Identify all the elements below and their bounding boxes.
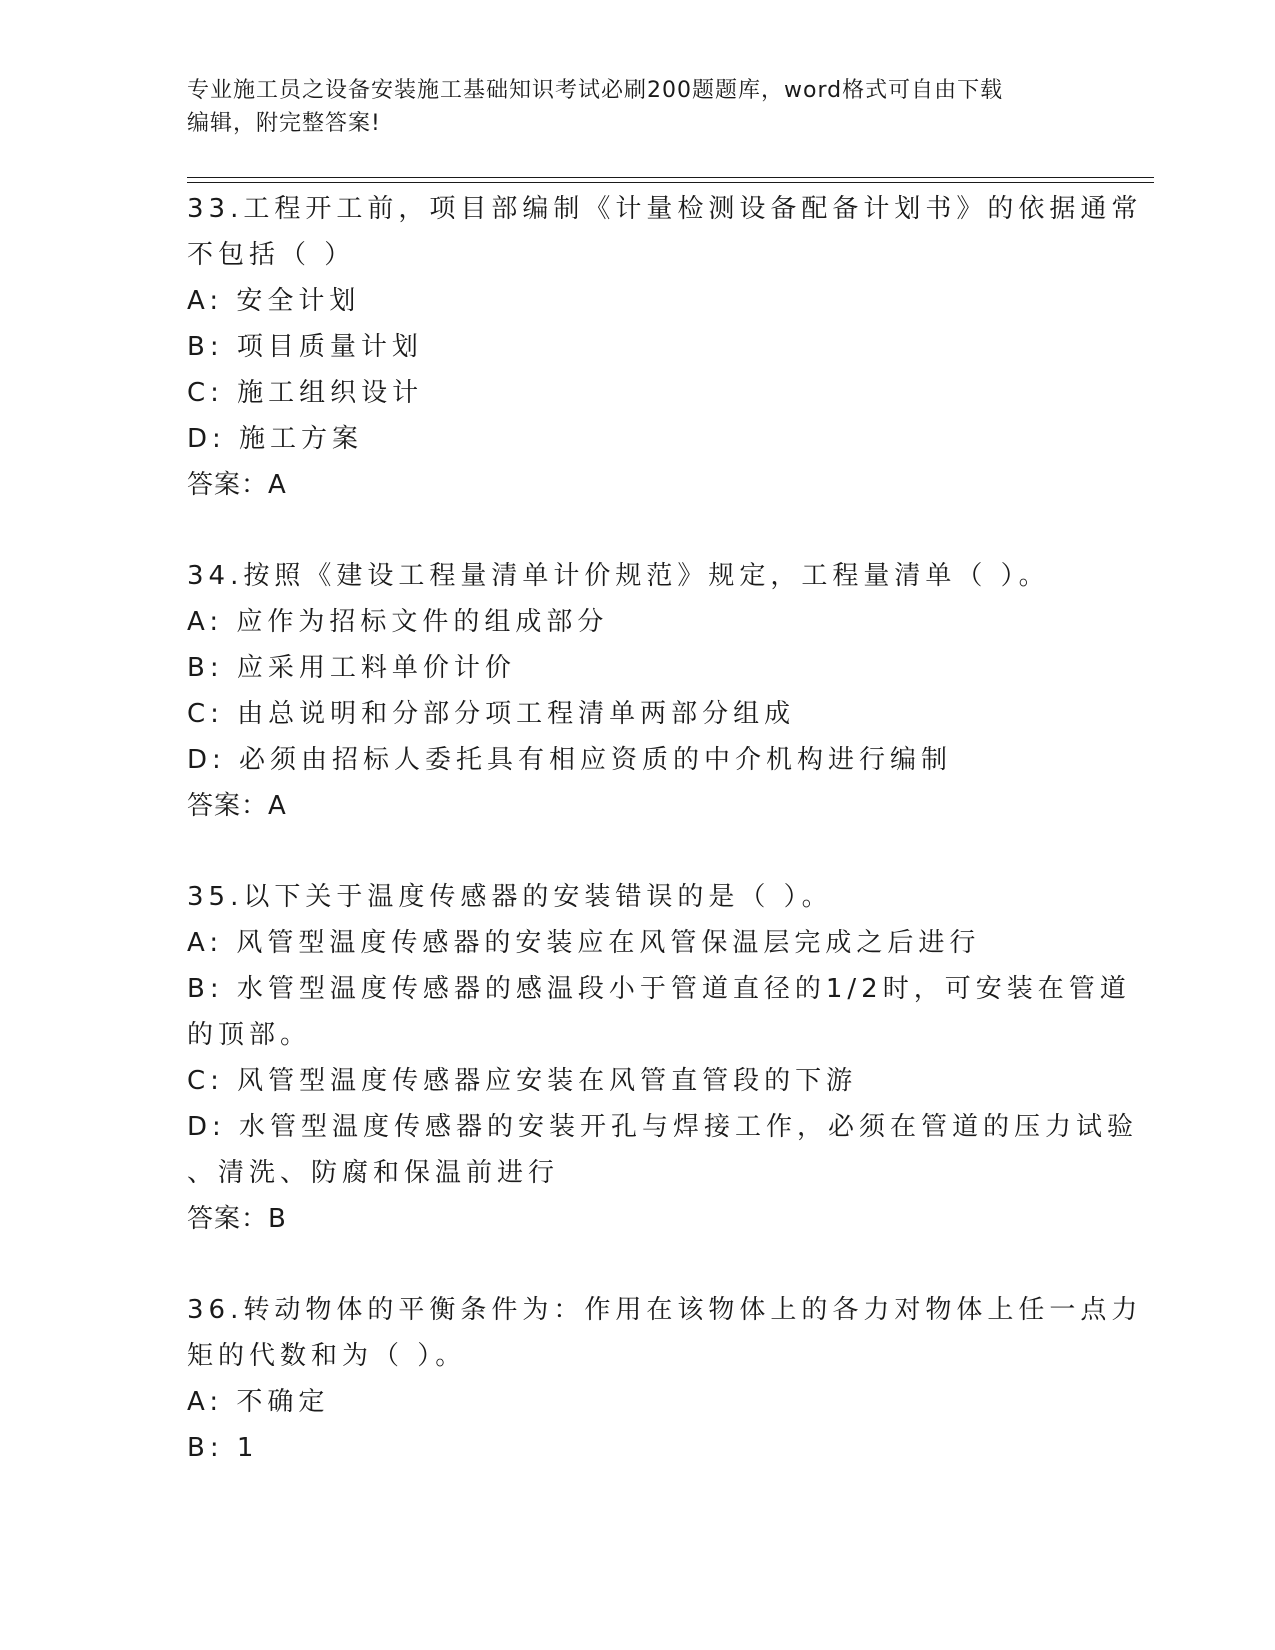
header-line-1: 专业施工员之设备安装施工基础知识考试必刷200题题库，word格式可自由下载: [187, 78, 1004, 103]
question-stem-line: 矩的代数和为（ ）。: [187, 1341, 467, 1371]
header-line-2: 编辑，附完整答案!: [187, 111, 381, 136]
answer-line: 答案：A: [187, 791, 287, 821]
option-a: A: 风管型温度传感器的安装应在风管保温层完成之后进行: [187, 928, 981, 958]
question-36: [187, 1287, 1143, 1471]
option-c: C: 由总说明和分部分项工程清单两部分组成: [187, 699, 796, 729]
option-b: B: 项目质量计划: [187, 332, 423, 362]
option-c: C: 施工组织设计: [187, 378, 424, 408]
question-35: [187, 874, 1139, 1242]
answer-line: 答案：A: [187, 470, 287, 500]
question-34: [187, 553, 1077, 829]
header-divider-top: [187, 177, 1154, 178]
question-stem-line: 35.以下关于温度传感器的安装错误的是（ ）。: [187, 882, 833, 912]
option-d-continued: 、清洗、防腐和保温前进行: [187, 1158, 560, 1188]
document-header: [187, 74, 1067, 140]
option-d: D: 水管型温度传感器的安装开孔与焊接工作，必须在管道的压力试验: [187, 1112, 1139, 1142]
option-c: C: 风管型温度传感器应安装在风管直管段的下游: [187, 1066, 858, 1096]
question-stem-line: 36.转动物体的平衡条件为：作用在该物体上的各力对物体上任一点力: [187, 1295, 1143, 1325]
option-a: A: 应作为招标文件的组成部分: [187, 607, 609, 637]
question-stem-line: 34.按照《建设工程量清单计价规范》规定，工程量清单（ ）。: [187, 561, 1050, 591]
option-a: A: 不确定: [187, 1387, 330, 1417]
question-stem-line: 不包括（ ）: [187, 240, 356, 270]
question-stem-line: 33.工程开工前，项目部编制《计量检测设备配备计划书》的依据通常: [187, 194, 1143, 224]
option-d: D: 必须由招标人委托具有相应资质的中介机构进行编制: [187, 745, 953, 775]
option-b-continued: 的顶部。: [187, 1020, 312, 1050]
question-33: [187, 186, 1143, 508]
header-divider-bottom: [187, 182, 1154, 183]
option-d: D: 施工方案: [187, 424, 364, 454]
question-list: [187, 186, 1143, 1516]
option-b: B: 应采用工料单价计价: [187, 653, 516, 683]
answer-line: 答案：B: [187, 1204, 287, 1234]
option-b: B: 1: [187, 1433, 259, 1463]
option-b: B: 水管型温度传感器的感温段小于管道直径的1/2时，可安装在管道: [187, 974, 1131, 1004]
option-a: A: 安全计划: [187, 286, 361, 316]
